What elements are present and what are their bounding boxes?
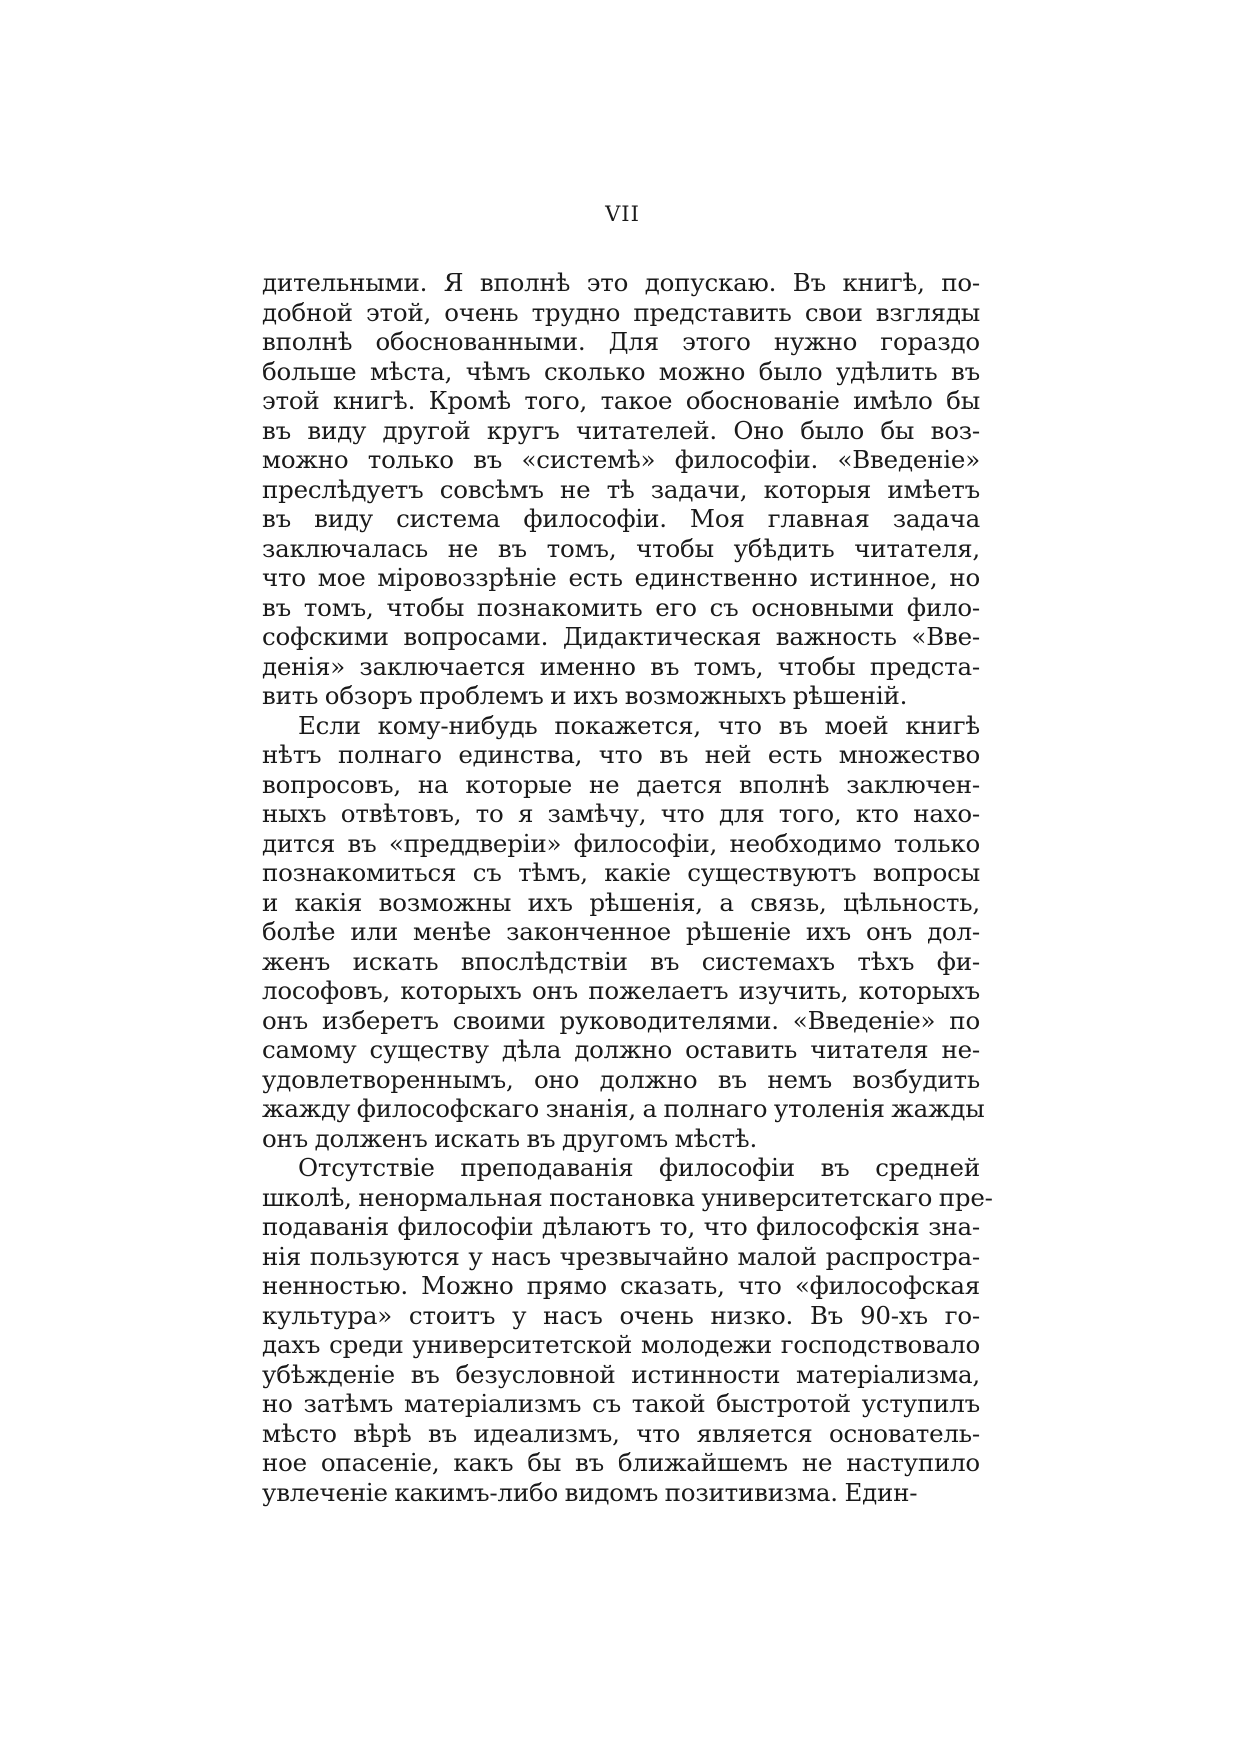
text-line: преслѣдуетъ совсѣмъ не тѣ задачи, которыя имѣетъ [262, 474, 980, 504]
text-line: добной этой, очень трудно представить свои взгляды [262, 297, 980, 327]
text-line: можно только въ «системѣ» философіи. «Введеніе» [262, 445, 980, 474]
text-line: женъ искать впослѣдствіи въ системахъ тѣхъ фи- [262, 946, 980, 976]
text-line: удовлетвореннымъ, оно должно въ немъ возбудить [262, 1064, 980, 1094]
text-line: мѣсто вѣрѣ въ идеализмъ, что является основатель- [262, 1418, 980, 1448]
text-line: увлеченіе какимъ-либо видомъ позитивизма. Един- [262, 1477, 918, 1507]
text-line: денія» заключается именно въ томъ, чтобы предста- [262, 651, 980, 681]
text-line: нія пользуются у насъ чрезвычайно малой распростра- [262, 1241, 980, 1271]
text-line: ненностью. Можно прямо сказать, что «философская [262, 1271, 980, 1300]
text-line: болѣе или менѣе законченное рѣшеніе ихъ онъ дол- [262, 917, 980, 946]
text-line: познакомиться съ тѣмъ, какіе существуютъ вопросы [262, 858, 980, 887]
text-line: культура» стоитъ у насъ очень низко. Въ 90-хъ го- [262, 1300, 980, 1330]
text-line: лософовъ, которыхъ онъ пожелаетъ изучить, которыхъ [262, 976, 980, 1005]
text-line: дится въ «преддверіи» философіи, необходимо только [262, 828, 980, 858]
text-line: вполнѣ обоснованными. Для этого нужно гораздо [262, 327, 980, 356]
text-line: дахъ среди университетской молодежи господствовало [262, 1330, 980, 1359]
text-line: вопросовъ, на которые не дается вполнѣ заключен- [262, 769, 980, 799]
text-line: что мое міровоззрѣніе есть единственно истинное, но [262, 563, 980, 592]
text-line: больше мѣста, чѣмъ сколько можно было удѣлить въ [262, 356, 980, 386]
text-line: самому существу дѣла должно оставить читателя не- [262, 1035, 980, 1064]
paragraph [262, 1153, 993, 1507]
text-line: софскими вопросами. Дидактическая важность «Вве- [262, 622, 980, 651]
text-line: этой книгѣ. Кромѣ того, такое обоснованіе имѣло бы [262, 386, 980, 415]
text-line: въ томъ, чтобы познакомить его съ основными фило- [262, 592, 980, 622]
paragraph [262, 268, 980, 711]
text-line: ное опасеніе, какъ бы въ ближайшемъ не наступило [262, 1448, 980, 1477]
text-line: въ виду другой кругъ читателей. Оно было бы воз- [262, 415, 980, 445]
text-line: жажду философскаго знанія, а полнаго утоленія жажды [262, 1094, 985, 1123]
text-line: заключалась не въ томъ, чтобы убѣдить читателя, [262, 533, 980, 563]
page-number: VII [605, 202, 640, 226]
text-line: въ виду система философіи. Моя главная задача [262, 504, 980, 533]
text-line: школѣ, ненормальная постановка университетскаго пре- [262, 1182, 993, 1212]
text-line: и какія возможны ихъ рѣшенія, а связь, цѣльность, [262, 887, 980, 917]
text-line: подаванія философіи дѣлаютъ то, что философскія зна- [262, 1212, 980, 1241]
text-line: но затѣмъ матеріализмъ съ такой быстротой уступилъ [262, 1389, 980, 1418]
text-line: ныхъ отвѣтовъ, то я замѣчу, что для того, кто нахо- [262, 799, 980, 828]
text-line: Если кому-нибудь покажется, что въ моей книгѣ [298, 710, 980, 740]
text-line: онъ изберетъ своими руководителями. «Введеніе» по [262, 1005, 980, 1035]
text-line: онъ долженъ искать въ другомъ мѣстѣ. [262, 1123, 758, 1153]
text-line: нѣтъ полнаго единства, что въ ней есть множество [262, 740, 980, 769]
text-line: убѣжденіе въ безусловной истинности матеріализма, [262, 1359, 980, 1389]
text-line: Отсутствіе преподаванія философіи въ средней [298, 1153, 980, 1182]
body-text [262, 268, 993, 1507]
text-line: вить обзоръ проблемъ и ихъ возможныхъ рѣшеній. [262, 681, 908, 710]
text-line: дительными. Я вполнѣ это допускаю. Въ книгѣ, по- [262, 268, 980, 297]
paragraph [262, 710, 985, 1154]
